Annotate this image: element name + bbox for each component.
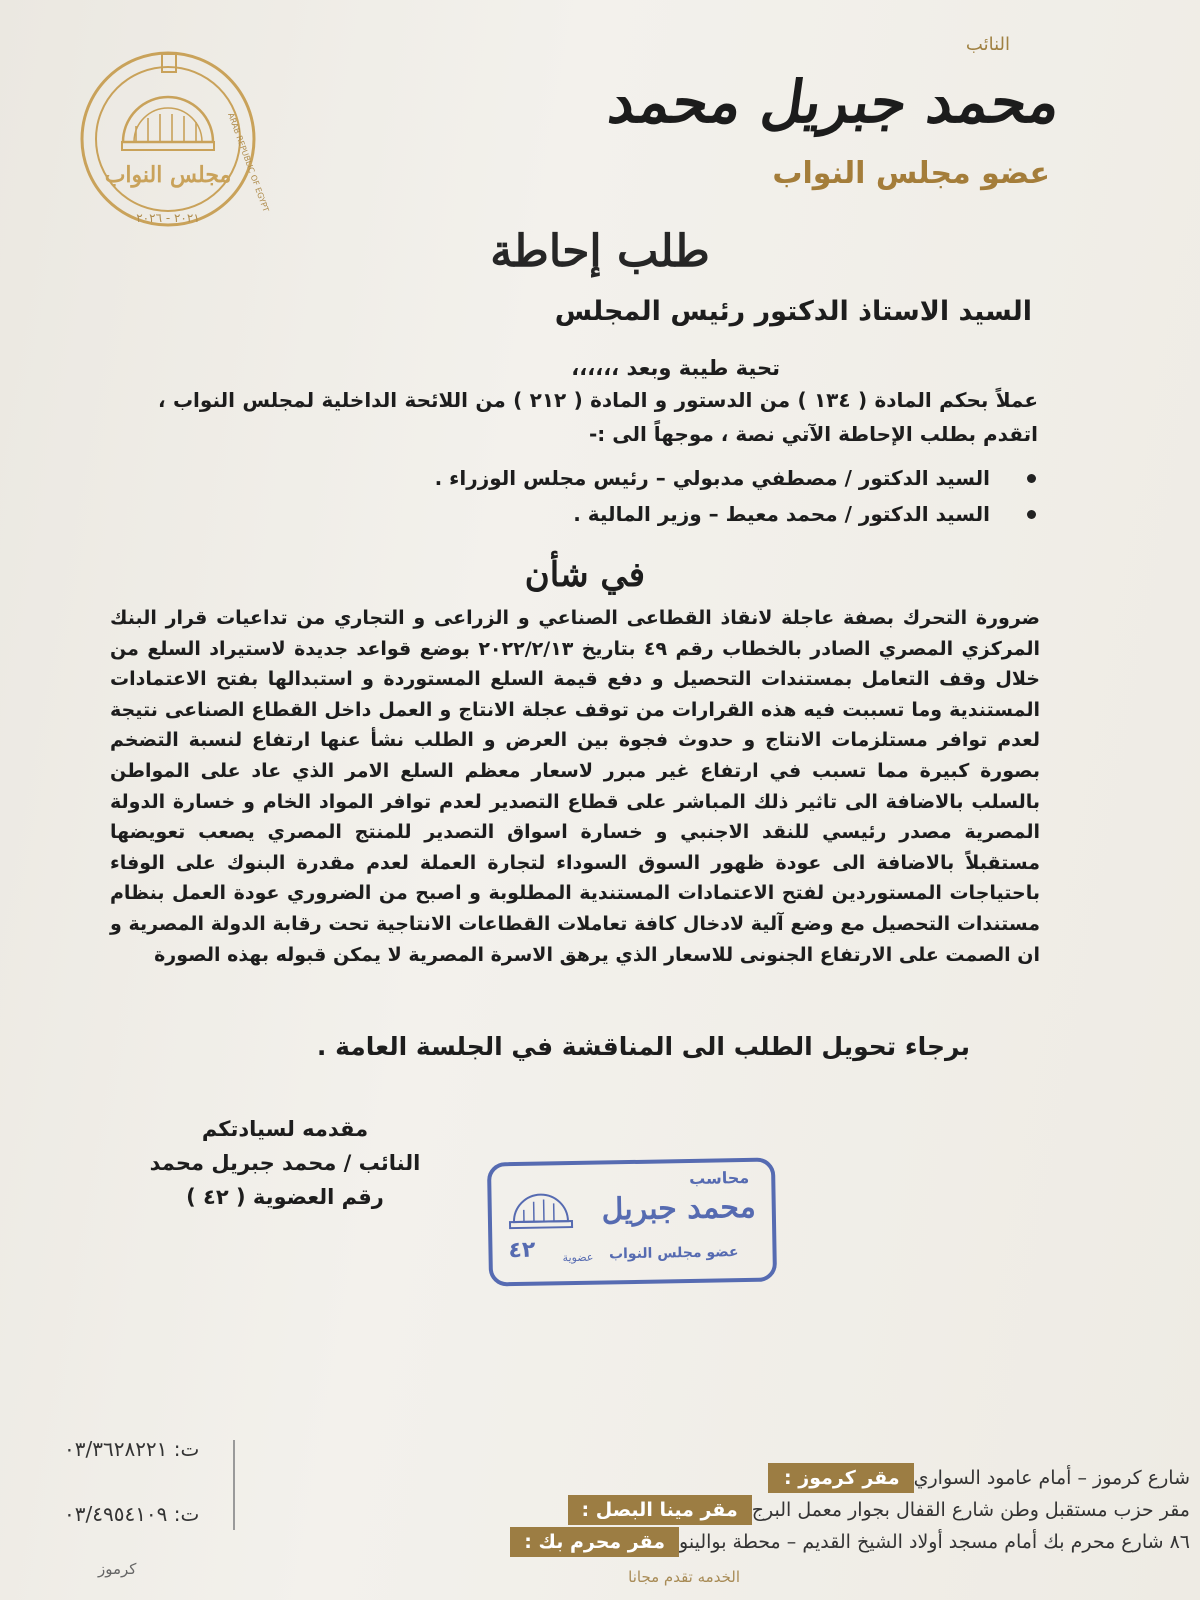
stamp-number-label: عضوية	[562, 1250, 594, 1265]
parliament-seal-icon	[78, 44, 271, 234]
signature-block	[120, 1112, 450, 1214]
stamp-dome-icon	[505, 1177, 576, 1238]
phone-moharam-bek: ت: ٠٣/٤٩٥٤١٠٩	[64, 1502, 200, 1526]
list-item: السيد الدكتور / مصطفي مدبولي – رئيس مجلس الوزراء .	[160, 460, 1040, 496]
stamp-number: ٤٢	[508, 1237, 536, 1264]
address-row	[510, 1528, 1200, 1556]
closing-request: برجاء تحويل الطلب الى المناقشة في الجلسة العامة .	[316, 1032, 970, 1061]
address-tag: مقر كرموز :	[768, 1463, 914, 1493]
address-text: ٨٦ شارع محرم بك أمام مسجد أولاد الشيخ القديم – محطة بوالينو	[679, 1531, 1190, 1553]
footer-brand: كرموز	[98, 1560, 137, 1578]
header-mp-name: محمد جبريل محمد	[604, 68, 1065, 136]
phone-karmouz: ت: ٠٣/٣٦٢٨٢٢١	[64, 1437, 200, 1461]
signature-line-1: مقدمه لسيادتكم	[201, 1117, 369, 1141]
body-paragraph: ضرورة التحرك بصفة عاجلة لانقاذ القطاعى الصناعي و الزراعى و التجاري من تداعيات قرار البنك المركزي المصري الصادر بالخطاب رقم ٤٩ بتاريخ ٢٠٢٢/٢/١٣ بوضع قواعد جديدة لاستيراد السلع من خلال وقف التعامل بمستندات التحصيل و دفع قيمة السلع المستوردة و استبدالها بفتح الاعتمادات المستندية وما تسببت فيه هذه القرارات من توقف عجلة الانتاج و العمل داخل القطاع الصناعى نتيجة لعدم توافر مستلزمات الانتاج و حدوث فجوة بين العرض و الطلب نشأ عنها ارتفاع لنسبة التضخم بصورة كبيرة مما تسبب في ارتفاع غير مبرر لاسعار معظم السلع الامر الذي عاد على المواطن بالسلب بالاضافة الى تاثير ذلك المباشر على قطاع التصدير لعدم توافر المواد الخام و خسارة الدولة المصرية مصدر رئيسي للنقد الاجنبي و خسارة اسواق التصدير للمنتج المصري يصعب تعويضها مستقبلاً بالاضافة الى عودة ظهور السوق السوداء لتجارة العملة لعدم مقدرة البنوك على الوفاء باحتياجات المستوردين لفتح الاعتمادات المستندية المطلوبة و اصبح من الضروري عودة العمل بنظام مستندات التحصيل مع وضع آلية لادخال كافة تعاملات القطاعات الانتاجية تحت رقابة الدولة المصرية و ان الصمت على الارتفاع الجنونى للاسعار الذي يرهق الاسرة المصرية لا يمكن قبوله بهذه الصورة	[110, 607, 1040, 966]
seal-text: مجلس النواب	[104, 162, 232, 188]
address-tag: مقر مينا البصل :	[568, 1495, 752, 1525]
seal-period: ٢٠٢١ - ٢٠٢٦	[136, 211, 200, 225]
seal-ring-text: ARAB REPUBLIC OF EGYPT	[226, 111, 271, 214]
signature-line-3: رقم العضوية ( ٤٢ )	[186, 1185, 384, 1209]
footer-divider	[233, 1440, 235, 1530]
header-mp-title: عضو مجلس النواب	[772, 156, 1050, 191]
stamp-name: محمد جبريل	[601, 1189, 757, 1228]
list-item: السيد الدكتور / محمد معيط – وزير المالية .	[160, 496, 1040, 532]
header-mp-label: النائب	[965, 34, 1010, 55]
addressee: السيد الاستاذ الدكتور رئيس المجلس	[554, 296, 1032, 327]
address-text: مقر حزب مستقبل وطن شارع القفال بجوار معمل البرج	[751, 1499, 1190, 1521]
address-text: شارع كرموز – أمام عامود السواري	[913, 1467, 1190, 1489]
stamp-role: عضو مجلس النواب	[608, 1244, 739, 1263]
official-stamp	[487, 1157, 777, 1286]
address-row	[768, 1464, 1200, 1492]
stamp-title: محاسب	[688, 1167, 750, 1188]
document-title: طلب إحاطة	[490, 226, 710, 277]
greeting: تحية طيبة وبعد ،،،،،،	[571, 356, 780, 380]
address-row	[568, 1496, 1200, 1524]
footer-slogan: الخدمه تقدم مجانا	[628, 1568, 740, 1586]
signature-line-2: النائب / محمد جبريل محمد	[149, 1151, 421, 1175]
recipients-list	[160, 460, 1040, 532]
subject-heading: في شأن	[524, 555, 645, 595]
intro-paragraph: عملاً بحكم المادة ( ١٣٤ ) من الدستور و المادة ( ٢١٢ ) من اللائحة الداخلية لمجلس النواب ، اتقدم بطلب الإحاطة الآتي نصة ، موجهاً الى :-	[158, 388, 1038, 446]
address-tag: مقر محرم بك :	[510, 1527, 679, 1557]
